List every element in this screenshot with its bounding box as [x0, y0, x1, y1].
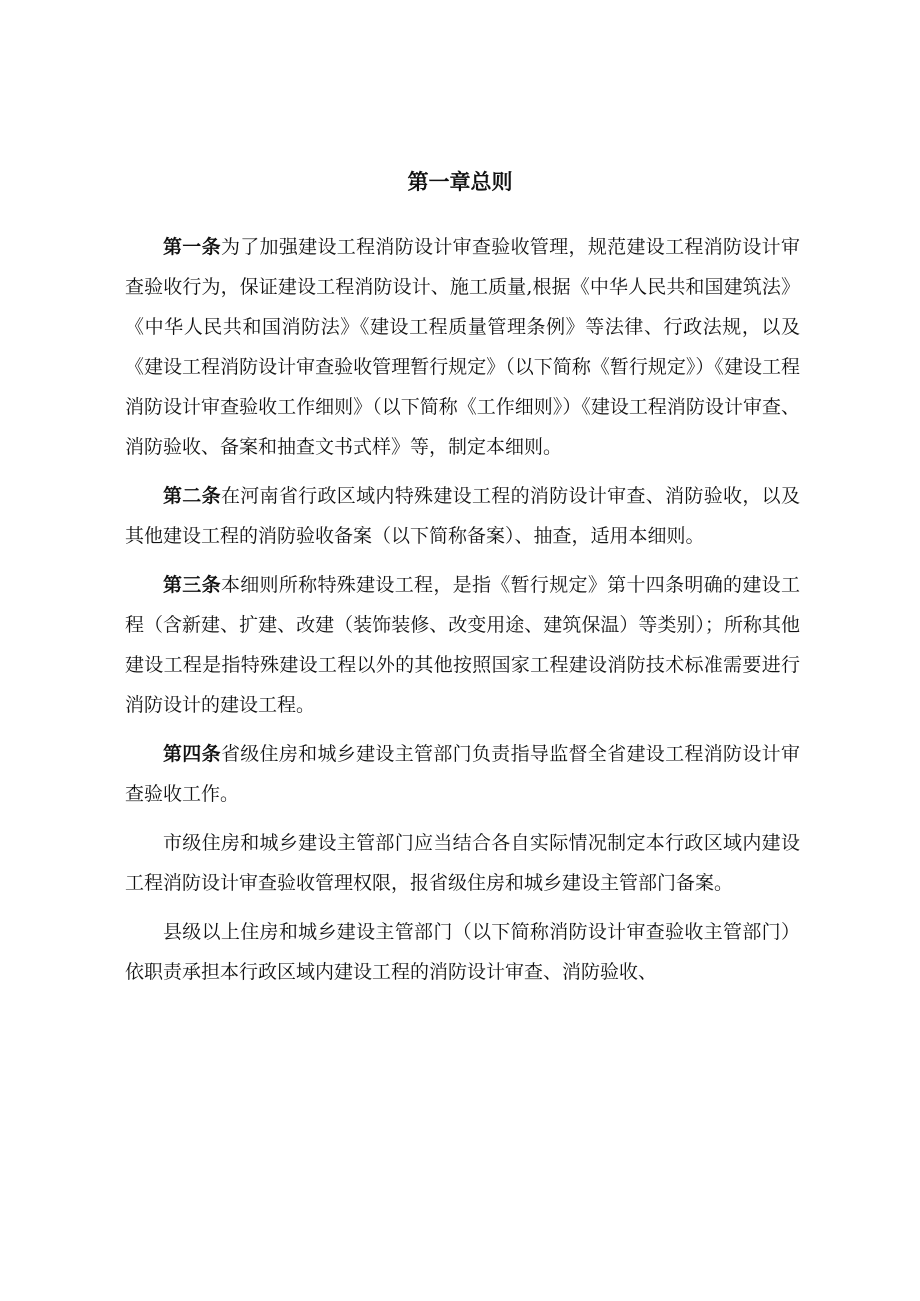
article-4-clause-2: [125, 823, 800, 903]
clause-text: 县级以上住房和城乡建设主管部门（以下简称消防设计审查验收主管部门）依职责承担本行政区域内建设工程的消防设计审查、消防验收、: [125, 921, 800, 983]
article-4-clause-3: [125, 912, 800, 992]
chapter-title: 第一章总则: [407, 170, 513, 194]
clause-text: 市级住房和城乡建设主管部门应当结合各自实际情况制定本行政区域内建设工程消防设计审查验收管理权限，报省级住房和城乡建设主管部门备案。: [125, 832, 800, 894]
document-body: [125, 227, 800, 1001]
article-number: 第三条: [163, 574, 221, 596]
article-2: [125, 476, 800, 556]
article-text: 省级住房和城乡建设主管部门负责指导监督全省建设工程消防设计审查验收工作。: [125, 743, 800, 805]
article-number: 第一条: [163, 236, 221, 258]
article-1: [125, 227, 800, 467]
article-number: 第四条: [163, 743, 221, 765]
article-4: [125, 734, 800, 814]
article-text: 本细则所称特殊建设工程，是指《暂行规定》第十四条明确的建设工程（含新建、扩建、改建（装饰装修、改变用途、建筑保温）等类别）；所称其他建设工程是指特殊建设工程以外的其他按照国家工程建设消防技术标准需要进行消防设计的建设工程。: [125, 574, 800, 716]
article-text: 为了加强建设工程消防设计审查验收管理，规范建设工程消防设计审查验收行为，保证建设工程消防设计、施工质量,根据《中华人民共和国建筑法》《中华人民共和国消防法》《建设工程质量管理条例》等法律、行政法规，以及《建设工程消防设计审查验收管理暂行规定》（以下简称《暂行规定》）《建设工程消防设计审查验收工作细则》（以下简称《工作细则》）《建设工程消防设计审查、消防验收、备案和抽查文书式样》等，制定本细则。: [125, 236, 800, 458]
article-3: [125, 565, 800, 725]
article-text: 在河南省行政区域内特殊建设工程的消防设计审查、消防验收，以及其他建设工程的消防验收备案（以下简称备案）、抽查，适用本细则。: [125, 485, 800, 547]
article-number: 第二条: [163, 485, 221, 507]
